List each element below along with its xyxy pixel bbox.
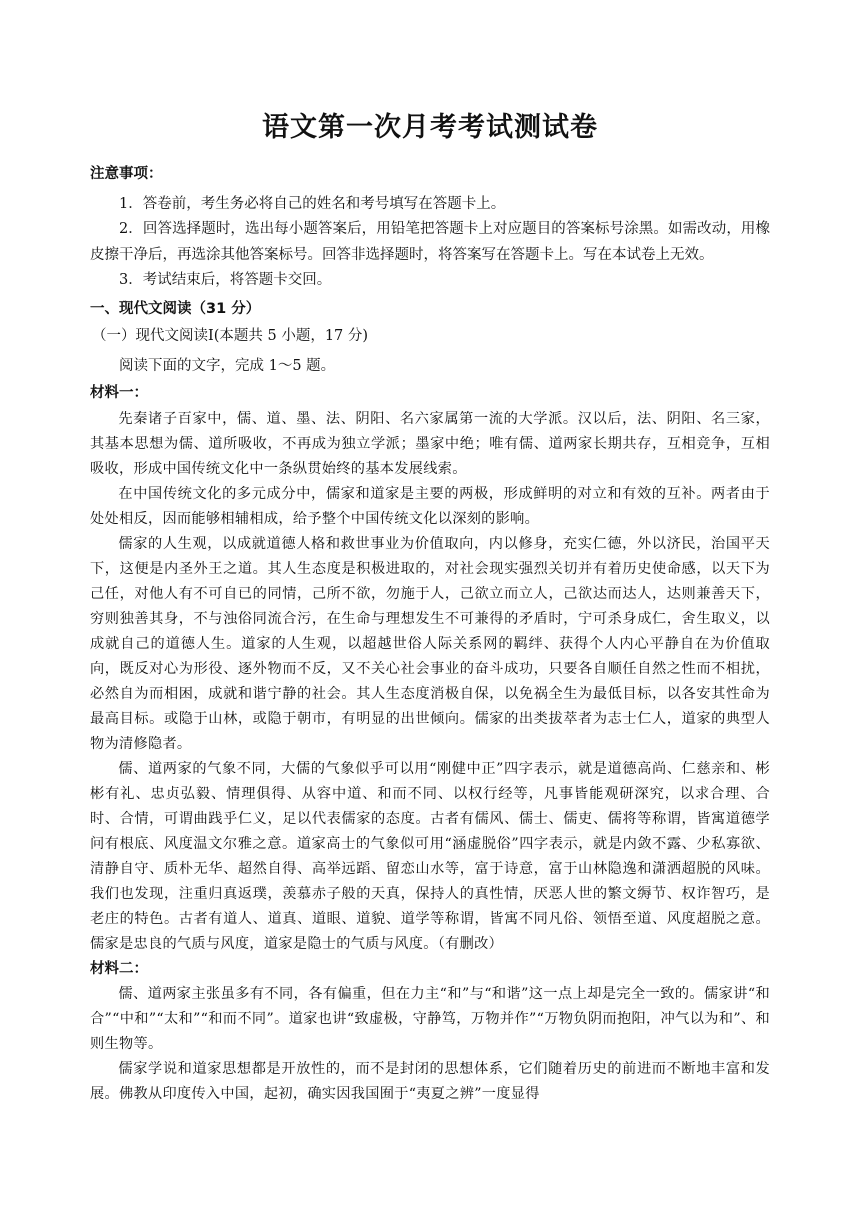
notice-item: 1．答卷前，考生务必将自己的姓名和考号填写在答题卡上。 [119,195,506,212]
material1-heading: 材料一： [90,385,148,401]
material1-paragraph: 儒、道两家的气象不同，大儒的气象似乎可以用“刚健中正”四字表示，就是道德高尚、仁慈亲和、彬彬有礼、忠贞弘毅、情理俱得、从容中道、和而不同、以权行经等，凡事皆能观研深究，以求合理、合时、合情，可谓曲践乎仁义，足以代表儒家的态度。古者有儒风、儒士、儒吏、儒将等称谓，皆寓道德学问有根底、风度温文尔雅之意。道家高士的气象似可用“涵虚脱俗”四字表示，就是内敛不露、少私寡欲、清静自守、质朴无华、超然自得、高举远蹈、留恋山水等，富于诗意，富于山林隐逸和潇洒超脱的风味。我们也发现，注重归真返璞，羡慕赤子般的天真，保持人的真性情，厌恶人世的繁文缛节、权诈智巧，是老庄的特色。古者有道人、道真、道眼、道貌、道学等称谓，皆寓不同凡俗、领悟至道、风度超脱之意。儒家是忠良的气质与风度，道家是隐士的气质与风度。（有删改） [90,760,770,952]
material1-paragraph: 先秦诸子百家中，儒、道、墨、法、阴阳、名六家属第一流的大学派。汉以后，法、阴阳、名三家，其基本思想为儒、道所吸收，不再成为独立学派；墨家中绝；唯有儒、道两家长期共存，互相竞争，互相吸收，形成中国传统文化中一条纵贯始终的基本发展线索。 [90,410,770,477]
reading-instruction: 阅读下面的文字，完成 1～5 题。 [119,357,336,374]
sub-section-heading: （一）现代文阅读Ⅰ(本题共 5 小题，17 分) [92,328,369,344]
material1-paragraph: 儒家的人生观，以成就道德人格和救世事业为价值取向，内以修身，充实仁德，外以济民，治国平天下，这便是内圣外王之道。其人生态度是积极进取的，对社会现实强烈关切并有着历史使命感，以天下为己任，对他人有不可自已的同情，己所不欲，勿施于人，己欲立而立人，己欲达而达人，达则兼善天下，穷则独善其身，不与浊俗同流合污，在生命与理想发生不可兼得的矛盾时，宁可杀身成仁，舍生取义，以成就自己的道德人生。道家的人生观，以超越世俗人际关系网的羁绊、获得个人内心平静自在为价值取向，既反对心为形役、逐外物而不反，又不关心社会事业的奋斗成功，只要各自顺任自然之性而不相扰，必然自为而相困，成就和谐宁静的社会。其人生态度消极自保，以免祸全生为最低目标，以各安其性命为最高目标。或隐于山林，或隐于朝市，有明显的出世倾向。儒家的出类拔萃者为志士仁人，道家的典型人物为清修隐者。 [90,535,770,752]
material2-paragraph: 儒、道两家主张虽多有不同，各有偏重，但在力主“和”与“和谐”这一点上却是完全一致的。儒家讲“和合”“中和”“太和”“和而不同”。道家也讲“致虚极，守静笃，万物并作”“万物负阴而抱阳，冲气以为和”、和则生物等。 [90,986,770,1052]
section-heading: 一、现代文阅读（31 分） [90,300,261,317]
notice-heading: 注意事项： [90,166,163,182]
notice-item: 3．考试结束后，将答题卡交回。 [119,272,332,288]
material2-paragraph: 儒家学说和道家思想都是开放性的，而不是封闭的思想体系，它们随着历史的前进而不断地丰富和发展。佛教从印度传入中国，起初，确实因我国囿于“夷夏之辨”一度显得 [90,1061,770,1102]
material1-body [90,407,770,957]
page-title: 语文第一次月考考试测试卷 [262,112,598,143]
exam-page [90,108,770,1107]
material2-body [90,982,770,1107]
material2-heading: 材料二： [90,960,148,977]
material1-paragraph: 在中国传统文化的多元成分中，儒家和道家是主要的两极，形成鲜明的对立和有效的互补。两者由于处处相反，因而能够相辅相成，给予整个中国传统文化以深刻的影响。 [90,485,770,527]
notice-item: 2．回答选择题时，选出每小题答案后，用铅笔把答题卡上对应题目的答案标号涂黑。如需改动，用橡皮擦干净后，再选涂其他答案标号。回答非选择题时，将答案写在答题卡上。写在本试卷上无效。 [90,221,770,263]
